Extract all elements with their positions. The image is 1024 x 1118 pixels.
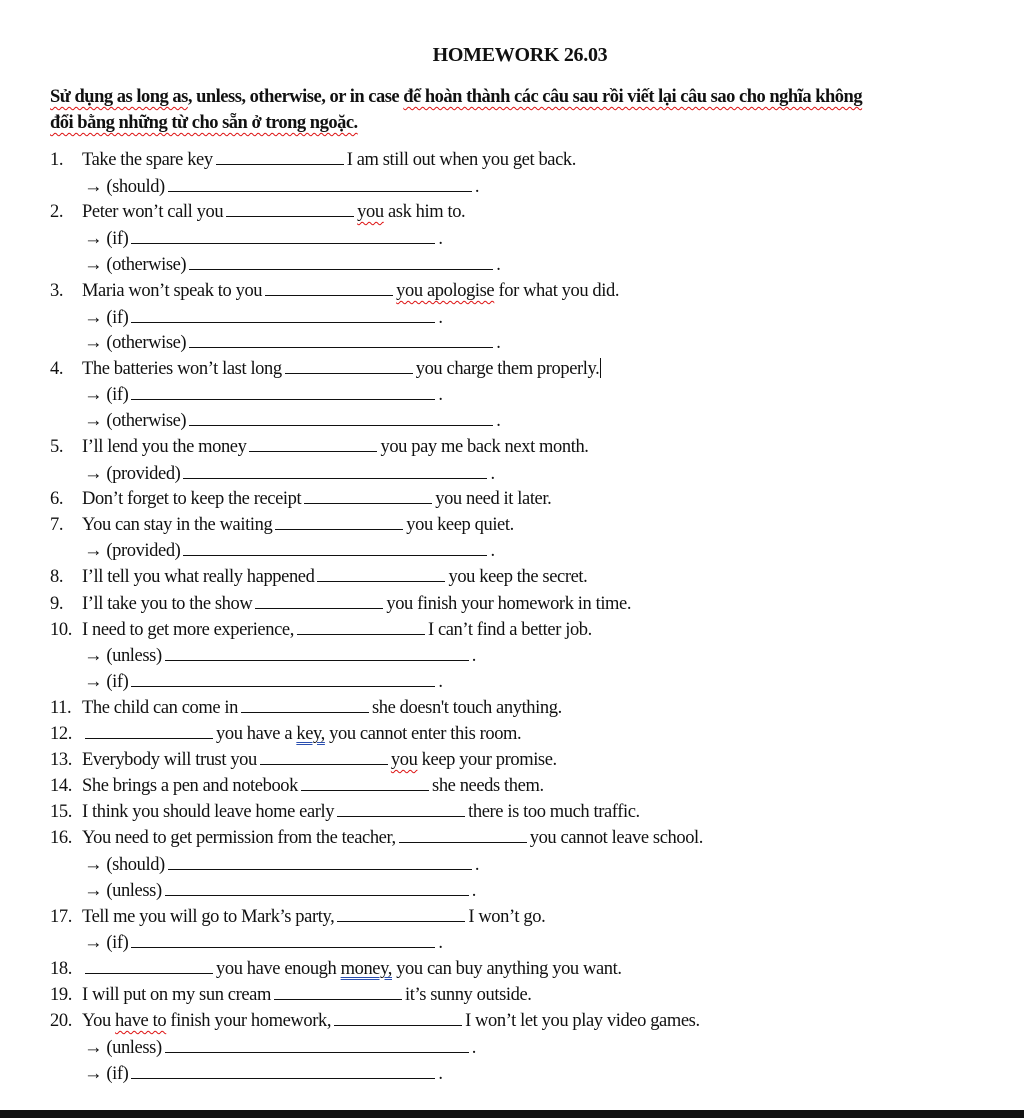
rewrite-20-unless: → (unless) . [84, 1035, 476, 1059]
instruction-line-2: đổi bằng những từ cho sẵn ở trong ngoặc. [50, 113, 358, 133]
bottom-border [0, 1110, 1024, 1118]
text-cursor [600, 358, 601, 378]
answer-blank[interactable] [399, 825, 527, 843]
question-17: 17. Tell me you will go to Mark’s party, I won’t go. [50, 904, 545, 928]
rewrite-blank[interactable] [165, 643, 469, 661]
question-20: 20. You have to finish your homework, I won’t let you play video games. [50, 1008, 700, 1032]
question-8: 8. I’ll tell you what really happened you keep the secret. [50, 564, 587, 588]
question-19: 19. I will put on my sun cream it’s sunny outside. [50, 982, 532, 1006]
rewrite-7-provided: → (provided) . [84, 538, 495, 562]
answer-blank[interactable] [304, 486, 432, 504]
answer-blank[interactable] [85, 721, 213, 739]
rewrite-3-if: → (if) . [84, 305, 443, 329]
arrow-icon: → [84, 933, 103, 953]
answer-blank[interactable] [260, 747, 388, 765]
rewrite-blank[interactable] [131, 930, 435, 948]
answer-blank[interactable] [337, 904, 465, 922]
arrow-icon: → [84, 1064, 103, 1084]
question-2: 2. Peter won’t call you you ask him to. [50, 199, 465, 223]
question-10: 10. I need to get more experience, I can’t find a better job. [50, 617, 592, 641]
rewrite-blank[interactable] [189, 408, 493, 426]
answer-blank[interactable] [301, 773, 429, 791]
arrow-icon: → [84, 464, 103, 484]
rewrite-blank[interactable] [183, 461, 487, 479]
rewrite-16-should: → (should) . [84, 852, 479, 876]
answer-blank[interactable] [255, 591, 383, 609]
rewrite-16-unless: → (unless) . [84, 878, 476, 902]
arrow-icon: → [84, 881, 103, 901]
arrow-icon: → [84, 1038, 103, 1058]
question-16: 16. You need to get permission from the teacher, you cannot leave school. [50, 825, 703, 849]
rewrite-20-if: → (if) . [84, 1061, 443, 1085]
question-18: 18. you have enough money, you can buy anything you want. [50, 956, 622, 980]
answer-blank[interactable] [274, 982, 402, 1000]
rewrite-blank[interactable] [168, 852, 472, 870]
answer-blank[interactable] [317, 564, 445, 582]
rewrite-4-if: → (if) . [84, 382, 443, 406]
rewrite-blank[interactable] [131, 669, 435, 687]
rewrite-blank[interactable] [168, 174, 472, 192]
rewrite-blank[interactable] [165, 1035, 469, 1053]
rewrite-10-unless: → (unless) . [84, 643, 476, 667]
question-1: 1. Take the spare key I am still out when you get back. [50, 147, 576, 171]
answer-blank[interactable] [337, 799, 465, 817]
rewrite-2-if: → (if) . [84, 226, 443, 250]
arrow-icon: → [84, 177, 103, 197]
rewrite-blank[interactable] [165, 878, 469, 896]
question-9: 9. I’ll take you to the show you finish your homework in time. [50, 591, 631, 615]
rewrite-2-otherwise: → (otherwise) . [84, 252, 500, 276]
arrow-icon: → [84, 385, 103, 405]
rewrite-blank[interactable] [189, 252, 493, 270]
rewrite-blank[interactable] [183, 538, 487, 556]
question-3: 3. Maria won’t speak to you you apologise for what you did. [50, 278, 619, 302]
answer-blank[interactable] [334, 1008, 462, 1026]
question-4: 4. The batteries won’t last long you charge them properly. [50, 356, 601, 380]
question-15: 15. I think you should leave home early there is too much traffic. [50, 799, 640, 823]
question-5: 5. I’ll lend you the money you pay me back next month. [50, 434, 589, 458]
question-13: 13. Everybody will trust you you keep your promise. [50, 747, 557, 771]
answer-blank[interactable] [241, 695, 369, 713]
arrow-icon: → [84, 672, 103, 692]
rewrite-blank[interactable] [131, 1061, 435, 1079]
arrow-icon: → [84, 646, 103, 666]
answer-blank[interactable] [216, 147, 344, 165]
answer-blank[interactable] [297, 617, 425, 635]
arrow-icon: → [84, 855, 103, 875]
page-title: HOMEWORK 26.03 [432, 44, 608, 66]
answer-blank[interactable] [265, 278, 393, 296]
rewrite-1-should: → (should) . [84, 174, 479, 198]
question-14: 14. She brings a pen and notebook she needs them. [50, 773, 544, 797]
arrow-icon: → [84, 333, 103, 353]
rewrite-blank[interactable] [131, 305, 435, 323]
answer-blank[interactable] [249, 434, 377, 452]
question-6: 6. Don’t forget to keep the receipt you need it later. [50, 486, 551, 510]
rewrite-3-otherwise: → (otherwise) . [84, 330, 500, 354]
arrow-icon: → [84, 411, 103, 431]
question-12: 12. you have a key, you cannot enter this room. [50, 721, 521, 745]
arrow-icon: → [84, 541, 103, 561]
rewrite-blank[interactable] [189, 330, 493, 348]
answer-blank[interactable] [275, 512, 403, 530]
rewrite-blank[interactable] [131, 226, 435, 244]
instruction-line-1: Sử dụng as long as, unless, otherwise, or in case để hoàn thành các câu sau rồi viết lại câu sao cho nghĩa không [50, 87, 863, 107]
answer-blank[interactable] [85, 956, 213, 974]
question-11: 11. The child can come in she doesn't touch anything. [50, 695, 562, 719]
arrow-icon: → [84, 229, 103, 249]
rewrite-4-otherwise: → (otherwise) . [84, 408, 500, 432]
arrow-icon: → [84, 308, 103, 328]
rewrite-10-if: → (if) . [84, 669, 443, 693]
rewrite-5-provided: → (provided) . [84, 461, 495, 485]
answer-blank[interactable] [285, 356, 413, 374]
answer-blank[interactable] [226, 199, 354, 217]
rewrite-17-if: → (if) . [84, 930, 443, 954]
arrow-icon: → [84, 255, 103, 275]
rewrite-blank[interactable] [131, 382, 435, 400]
question-7: 7. You can stay in the waiting you keep quiet. [50, 512, 514, 536]
